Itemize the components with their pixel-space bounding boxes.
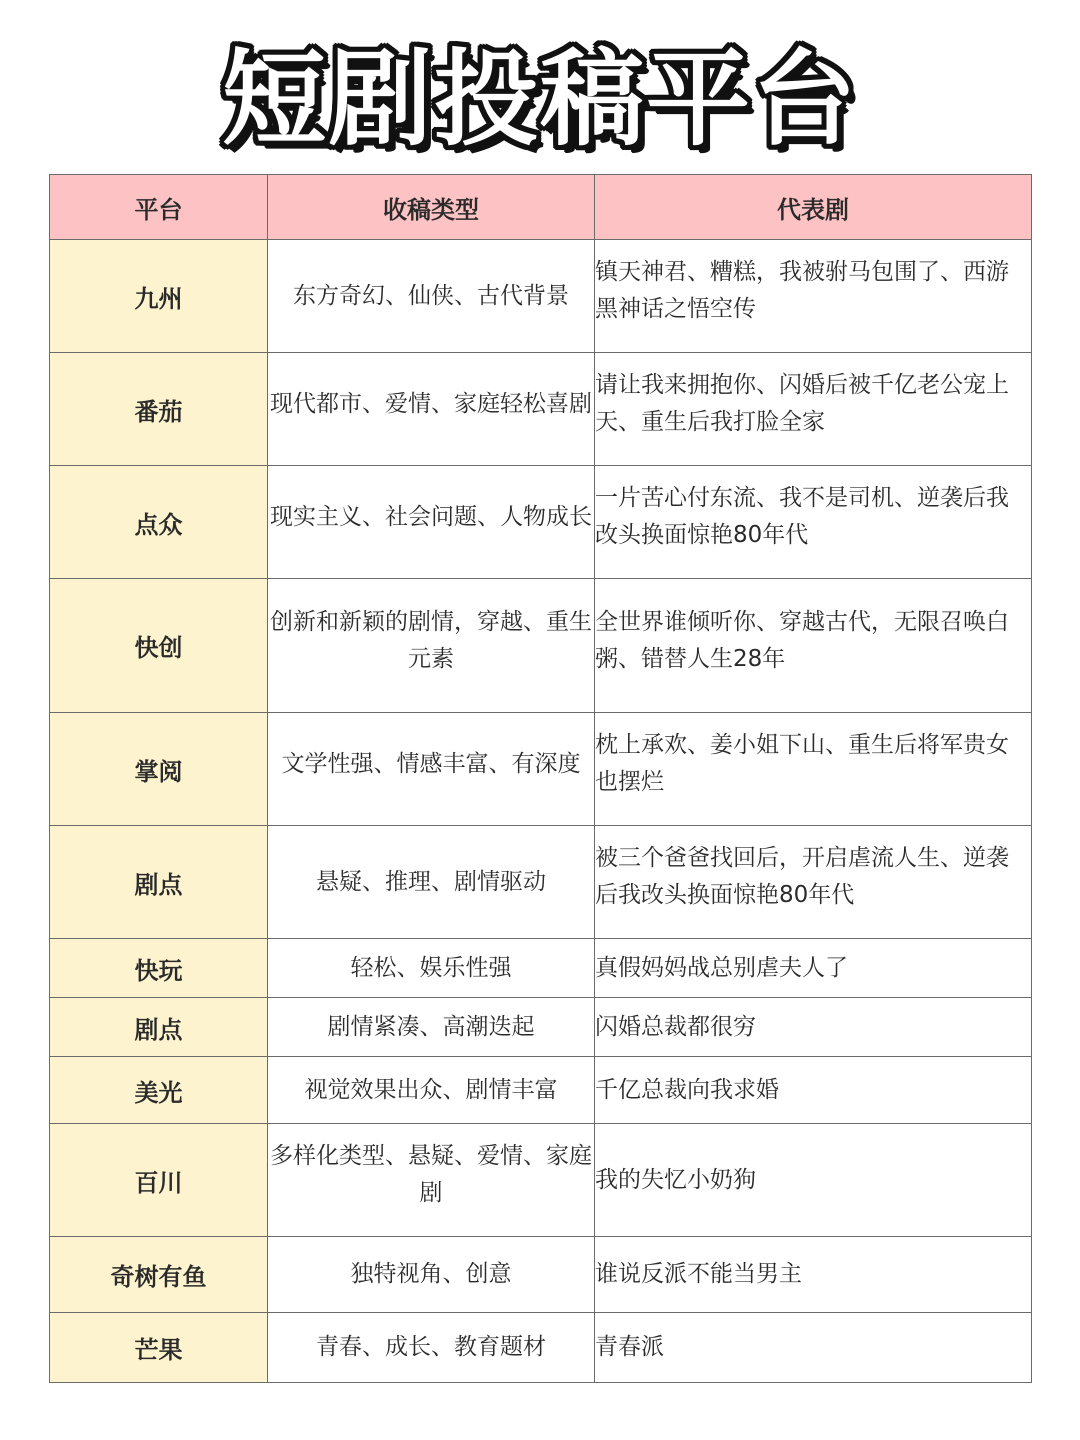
table-row: [50, 240, 1032, 353]
genre-text: 独特视角、创意: [350, 1261, 512, 1287]
table-row: [50, 998, 1032, 1057]
genre-cell: [268, 1057, 595, 1124]
genre-text: 多样化类型、悬疑、爱情、家庭剧: [270, 1143, 592, 1206]
genre-text: 现代都市、爱情、家庭轻松喜剧: [270, 390, 592, 417]
genre-text: 剧情紧凑、高潮迭起: [327, 1013, 535, 1040]
platform-cell: 快玩: [50, 939, 268, 998]
drama-text: 我的失忆小奶狗: [595, 1166, 756, 1193]
header-drama: 代表剧: [595, 175, 1032, 240]
table-row: [50, 353, 1032, 466]
genre-cell: [268, 1237, 595, 1313]
platform-cell: 百川: [50, 1124, 268, 1237]
drama-cell: [595, 240, 1032, 353]
table-row: [50, 1057, 1032, 1124]
drama-cell: [595, 826, 1032, 939]
platform-cell: 芒果: [50, 1313, 268, 1383]
genre-cell: [268, 466, 595, 579]
drama-text: 被三个爸爸找回后，开启虐流人生、逆袭后我改头换面惊艳80年代: [595, 845, 1009, 908]
platform-cell: 快创: [50, 579, 268, 713]
drama-text: 千亿总裁向我求婚: [595, 1076, 779, 1103]
table-row: [50, 1237, 1032, 1313]
genre-cell: [268, 1124, 595, 1237]
table-row: [50, 713, 1032, 826]
table-header-row: [50, 175, 1032, 240]
drama-text: 全世界谁倾听你、穿越古代，无限召唤白粥、错替人生28年: [595, 608, 1009, 672]
genre-cell: [268, 1313, 595, 1383]
platform-cell: 剧点: [50, 826, 268, 939]
genre-cell: [268, 713, 595, 826]
header-platform: 平台: [50, 175, 268, 240]
drama-text: 闪婚总裁都很穷: [595, 1013, 756, 1040]
table-row: [50, 579, 1032, 713]
table-row: [50, 466, 1032, 579]
table-row: [50, 939, 1032, 998]
genre-text: 悬疑、推理、剧情驱动: [316, 868, 546, 895]
drama-text: 谁说反派不能当男主: [595, 1261, 802, 1287]
drama-cell: [595, 1057, 1032, 1124]
drama-cell: [595, 939, 1032, 998]
genre-text: 青春、成长、教育题材: [316, 1334, 546, 1360]
page-title: 短剧投稿平台: [221, 38, 858, 160]
genre-cell: [268, 998, 595, 1057]
drama-cell: [595, 579, 1032, 713]
genre-text: 轻松、娱乐性强: [350, 954, 512, 981]
platform-cell: 番茄: [50, 353, 268, 466]
drama-text: 青春派: [595, 1334, 664, 1360]
platform-table: [49, 174, 1032, 1383]
table-row: [50, 1124, 1032, 1237]
drama-cell: [595, 713, 1032, 826]
drama-text: 请让我来拥抱你、闪婚后被千亿老公宠上天、重生后我打脸全家: [595, 372, 1009, 435]
platform-cell: 九州: [50, 240, 268, 353]
platform-cell: 剧点: [50, 998, 268, 1057]
drama-text: 枕上承欢、姜小姐下山、重生后将军贵女也摆烂: [595, 732, 1009, 795]
drama-text: 一片苦心付东流、我不是司机、逆袭后我改头换面惊艳80年代: [595, 485, 1009, 548]
platform-cell: 美光: [50, 1057, 268, 1124]
platform-cell: 点众: [50, 466, 268, 579]
drama-cell: [595, 1313, 1032, 1383]
drama-cell: [595, 353, 1032, 466]
genre-cell: [268, 240, 595, 353]
genre-cell: [268, 579, 595, 713]
drama-cell: [595, 1124, 1032, 1237]
genre-cell: [268, 826, 595, 939]
genre-text: 视觉效果出众、剧情丰富: [304, 1076, 558, 1103]
drama-cell: [595, 1237, 1032, 1313]
genre-cell: [268, 939, 595, 998]
drama-cell: [595, 998, 1032, 1057]
genre-text: 创新和新颖的剧情，穿越、重生元素: [270, 608, 592, 672]
platform-cell: 掌阅: [50, 713, 268, 826]
genre-text: 东方奇幻、仙侠、古代背景: [293, 282, 569, 309]
header-genre: 收稿类型: [268, 175, 595, 240]
drama-cell: [595, 466, 1032, 579]
genre-text: 现实主义、社会问题、人物成长: [270, 503, 592, 530]
table-row: [50, 826, 1032, 939]
drama-text: 真假妈妈战总别虐夫人了: [595, 954, 848, 981]
genre-cell: [268, 353, 595, 466]
genre-text: 文学性强、情感丰富、有深度: [281, 750, 581, 777]
table-row: [50, 1313, 1032, 1383]
platform-cell: 奇树有鱼: [50, 1237, 268, 1313]
drama-text: 镇天神君、糟糕，我被驸马包围了、西游黑神话之悟空传: [595, 259, 1009, 322]
